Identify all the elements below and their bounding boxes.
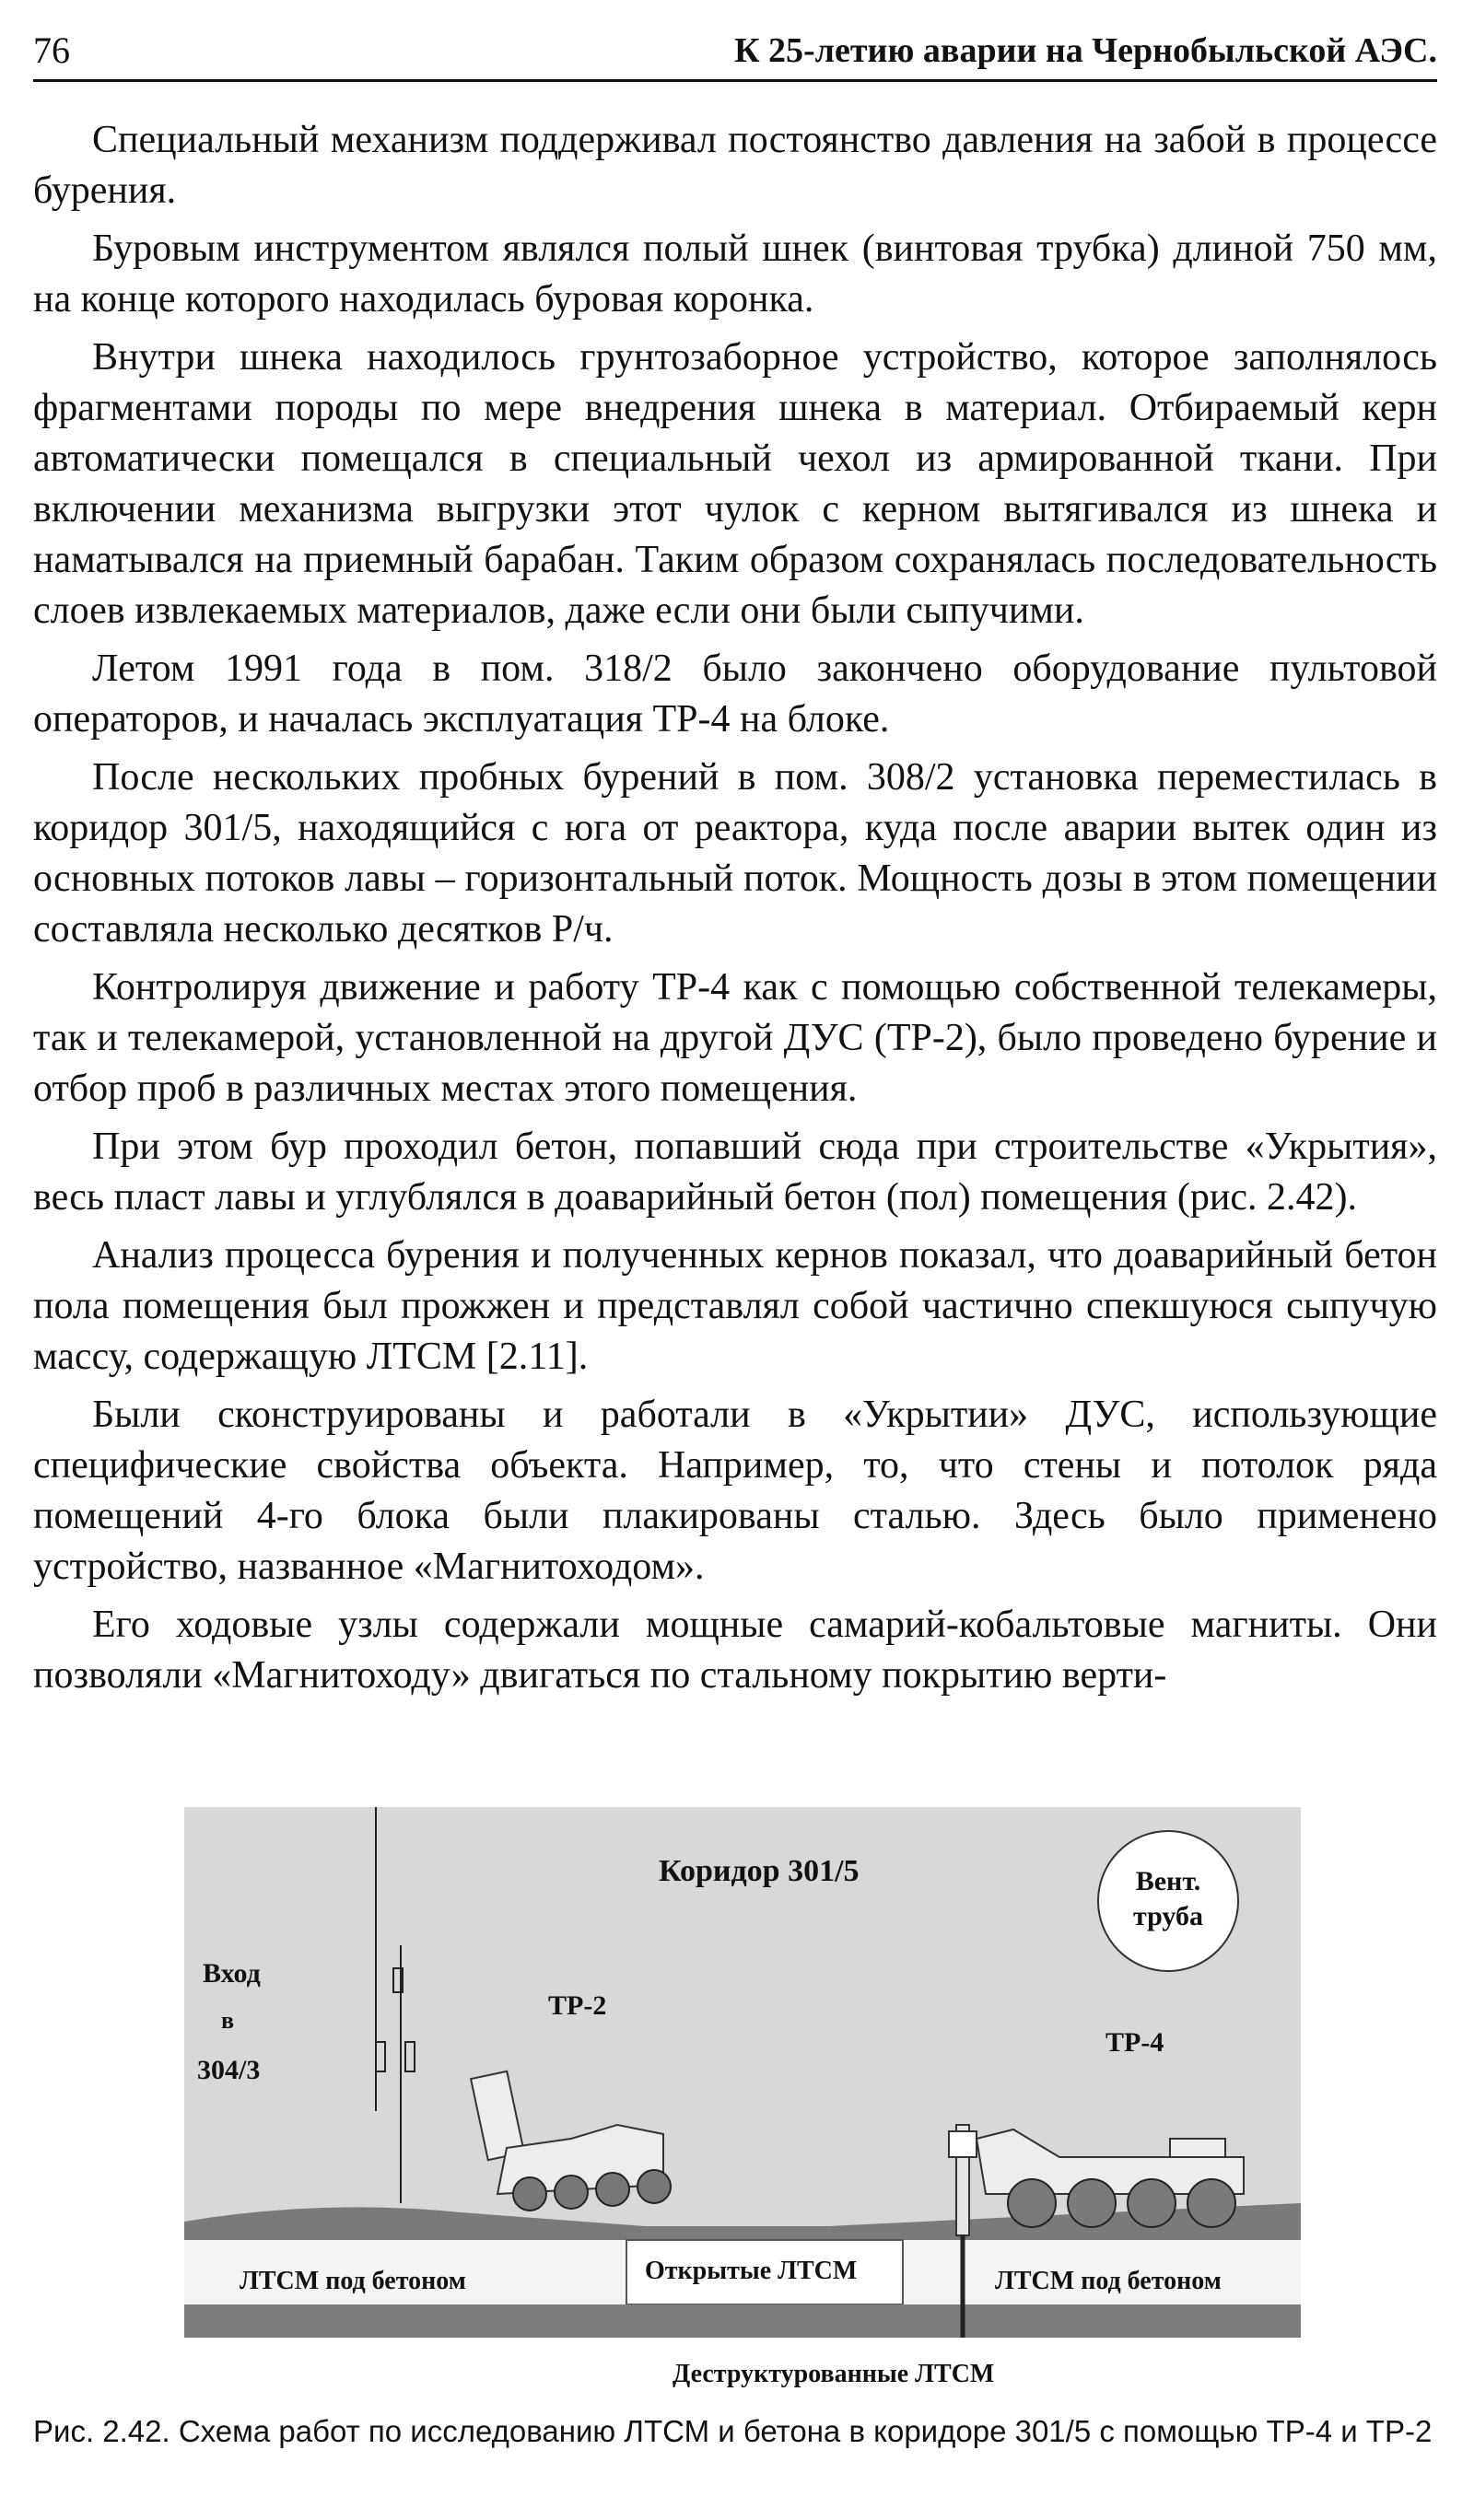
- open-ltsm-label: Открытые ЛТСМ: [645, 2257, 858, 2285]
- door-handle-icon: [405, 2042, 415, 2071]
- corridor-label: Коридор 301/5: [659, 1854, 860, 1888]
- body-text: [33, 115, 1437, 1709]
- ltsm-under-concrete-label: ЛТСМ под бетоном: [995, 2267, 1222, 2295]
- page-header: [33, 28, 1437, 82]
- running-title: К 25-летию аварии на Чернобыльской АЭС.: [733, 31, 1437, 70]
- bottom-band: [184, 2304, 1301, 2338]
- diagram-svg: [184, 1807, 1301, 2338]
- paragraph: Контролируя движение и работу ТР-4 как с помощью собственной телекамеры, так и телекамерой, установленной на другой ДУС (ТР-2), было проведено бурение и отбор проб в различных местах этого помещения.: [33, 966, 1437, 1110]
- destructured-ltsm-label: Деструктурованные ЛТСМ: [673, 2360, 995, 2388]
- page-number: 76: [33, 29, 70, 71]
- tr2-vehicle-icon: [471, 2071, 671, 2211]
- entry-label: в: [221, 2007, 235, 2034]
- paragraph: После нескольких пробных бурений в пом. 308/2 установка переместилась в коридор 301/5, находящийся с юга от реактора, куда после аварии вытек один из основных потоков лавы – горизонтальный поток. Мощность дозы в этом помещении составляла несколько десятков Р/ч.: [33, 756, 1437, 951]
- paragraph: Анализ процесса бурения и полученных кернов показал, что доаварийный бетон пола помещения был прожжен и представлял собой частично спекшуюся сыпучую массу, содержащую ЛТСМ [2.11].: [33, 1234, 1437, 1378]
- destructured-label-svg: [0, 2339, 1474, 2413]
- paragraph: Специальный механизм поддерживал постоянство давления на забой в процессе бурения.: [33, 119, 1437, 212]
- entry-label: Вход: [203, 1958, 261, 1989]
- door-handle-icon: [376, 2042, 385, 2071]
- tr4-label: ТР-4: [1106, 2027, 1164, 2058]
- ltsm-under-concrete-label: ЛТСМ под бетоном: [240, 2267, 466, 2295]
- figure-corridor-diagram: [184, 1807, 1301, 2338]
- paragraph: Буровым инструментом являлся полый шнек (винтовая трубка) длиной 750 мм, на конце которого находилась буровая коронка.: [33, 228, 1437, 321]
- paragraph: Его ходовые узлы содержали мощные самарий-кобальтовые магниты. Они позволяли «Магнитоходу» двигаться по стальному покрытию верти-: [33, 1604, 1437, 1697]
- paragraph: Внутри шнека находилось грунтозаборное устройство, которое заполнялось фрагментами породы по мере внедрения шнека в материал. Отбираемый керн автоматически помещался в специальный чехол из армированной ткани. При включении механизма выгрузки этот чулок с керном вытягивался из шнека и наматывался на приемный барабан. Таким образом сохранялась последовательность слоев извлекаемых материалов, даже если они были сыпучими.: [33, 336, 1437, 632]
- paragraph: Были сконструированы и работали в «Укрытии» ДУС, использующие специфические свойства объекта. Например, то, что стены и потолок ряда помещений 4-го блока были плакированы сталью. Здесь было применено устройство, названное «Магнитоходом».: [33, 1394, 1437, 1588]
- vent-label: Вент.: [1135, 1866, 1201, 1896]
- entry-label: 304/3: [197, 2055, 261, 2085]
- vent-label: труба: [1133, 1901, 1203, 1931]
- paragraph: Летом 1991 года в пом. 318/2 было закончено оборудование пультовой операторов, и началась эксплуатация ТР-4 на блоке.: [33, 648, 1437, 741]
- figure-caption: Рис. 2.42. Схема работ по исследованию ЛТСМ и бетона в коридоре 301/5 с помощью ТР-4 и ТР-2: [33, 2414, 1433, 2448]
- paragraph: При этом бур проходил бетон, попавший сюда при строительстве «Укрытия», весь пласт лавы и углублялся в доаварийный бетон (пол) помещения (рис. 2.42).: [33, 1126, 1437, 1219]
- tr2-label: ТР-2: [548, 1990, 607, 2021]
